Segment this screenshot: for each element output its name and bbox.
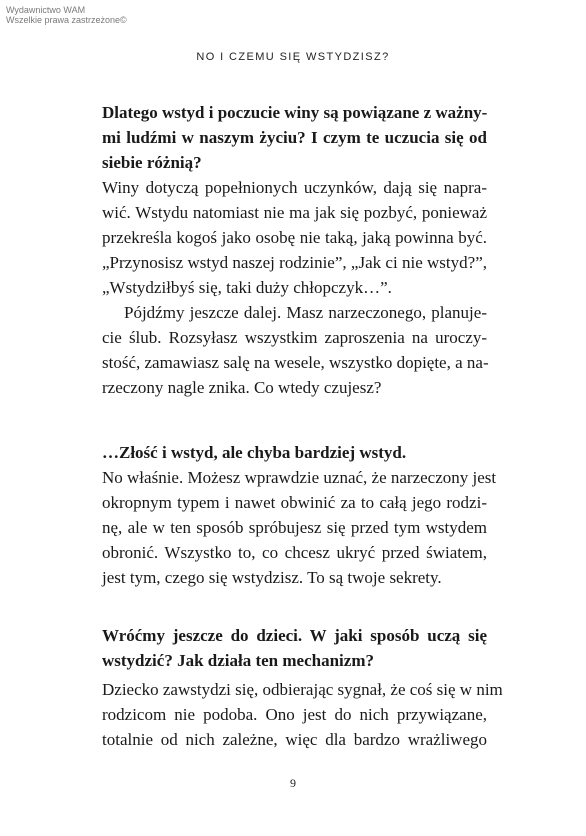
answer-3-line: Dziecko zawstydzi się, odbierając sygnał, że coś się w nim xyxy=(102,680,503,699)
answer-2-line: nę, ale w ten sposób spróbujesz się przed tym wstydem xyxy=(102,518,487,537)
answer-1-line: „Przynosisz wstyd naszej rodzinie”, „Jak ci nie wstyd?”, xyxy=(102,253,487,272)
publisher-watermark xyxy=(6,5,127,25)
answer-1-line: rzeczony nagle znika. Co wtedy czujesz? xyxy=(102,378,382,397)
question-2-line: …Złość i wstyd, ale chyba bardziej wstyd. xyxy=(102,443,407,462)
question-1-line: mi ludźmi w naszym życiu? I czym te uczucia się od xyxy=(102,128,487,147)
question-3 xyxy=(102,623,487,673)
answer-2-line: obronić. Wszystko to, co chcesz ukryć przed światem, xyxy=(102,543,487,562)
answer-3-line: totalnie od nich zależne, więc dla bardzo wrażliwego xyxy=(102,730,487,749)
answer-1-line: Pójdźmy jeszcze dalej. Masz narzeczonego, planuje- xyxy=(124,303,487,322)
running-head: NO I CZEMU SIĘ WSTYDZISZ? xyxy=(196,51,390,63)
answer-1-line: Winy dotyczą popełnionych uczynków, dają się napra- xyxy=(102,178,487,197)
question-1-line: Dlatego wstyd i poczucie winy są powiązane z ważny- xyxy=(102,103,488,122)
answer-1 xyxy=(102,175,487,400)
answer-1-line: stość, zamawiasz salę na wesele, wszystko dopięte, a na- xyxy=(102,353,489,372)
answer-3-line: rodzicom nie podoba. Ono jest do nich przywiązane, xyxy=(102,705,487,724)
answer-1-line: wić. Wstydu natomiast nie ma jak się pozbyć, ponieważ xyxy=(102,203,487,222)
question-3-line: wstydzić? Jak działa ten mechanizm? xyxy=(102,651,374,670)
answer-2 xyxy=(102,465,497,590)
answer-2-line: jest tym, czego się wstydzisz. To są twoje sekrety. xyxy=(102,568,442,587)
question-1 xyxy=(102,100,487,175)
answer-3 xyxy=(102,677,503,752)
answer-1-line: cie ślub. Rozsyłasz wszystkim zaproszenia na uroczy- xyxy=(102,328,487,347)
question-3-line: Wróćmy jeszcze do dzieci. W jaki sposób uczą się xyxy=(102,626,487,645)
answer-2-line: okropnym typem i nawet obwinić za to całą jego rodzi- xyxy=(102,493,487,512)
page-number: 9 xyxy=(290,776,296,790)
answer-1-line: przekreśla kogoś jako osobę nie taką, jaką powinna być. xyxy=(102,228,487,247)
question-2 xyxy=(102,440,487,465)
answer-2-line: No właśnie. Możesz wprawdzie uznać, że narzeczony jest xyxy=(102,468,497,487)
answer-1-line: „Wstydziłbyś się, taki duży chłopczyk…”. xyxy=(102,278,392,297)
watermark-line-2: Wszelkie prawa zastrzeżone© xyxy=(6,15,127,25)
question-1-line: siebie różnią? xyxy=(102,153,202,172)
watermark-line-1: Wydawnictwo WAM xyxy=(6,5,86,15)
